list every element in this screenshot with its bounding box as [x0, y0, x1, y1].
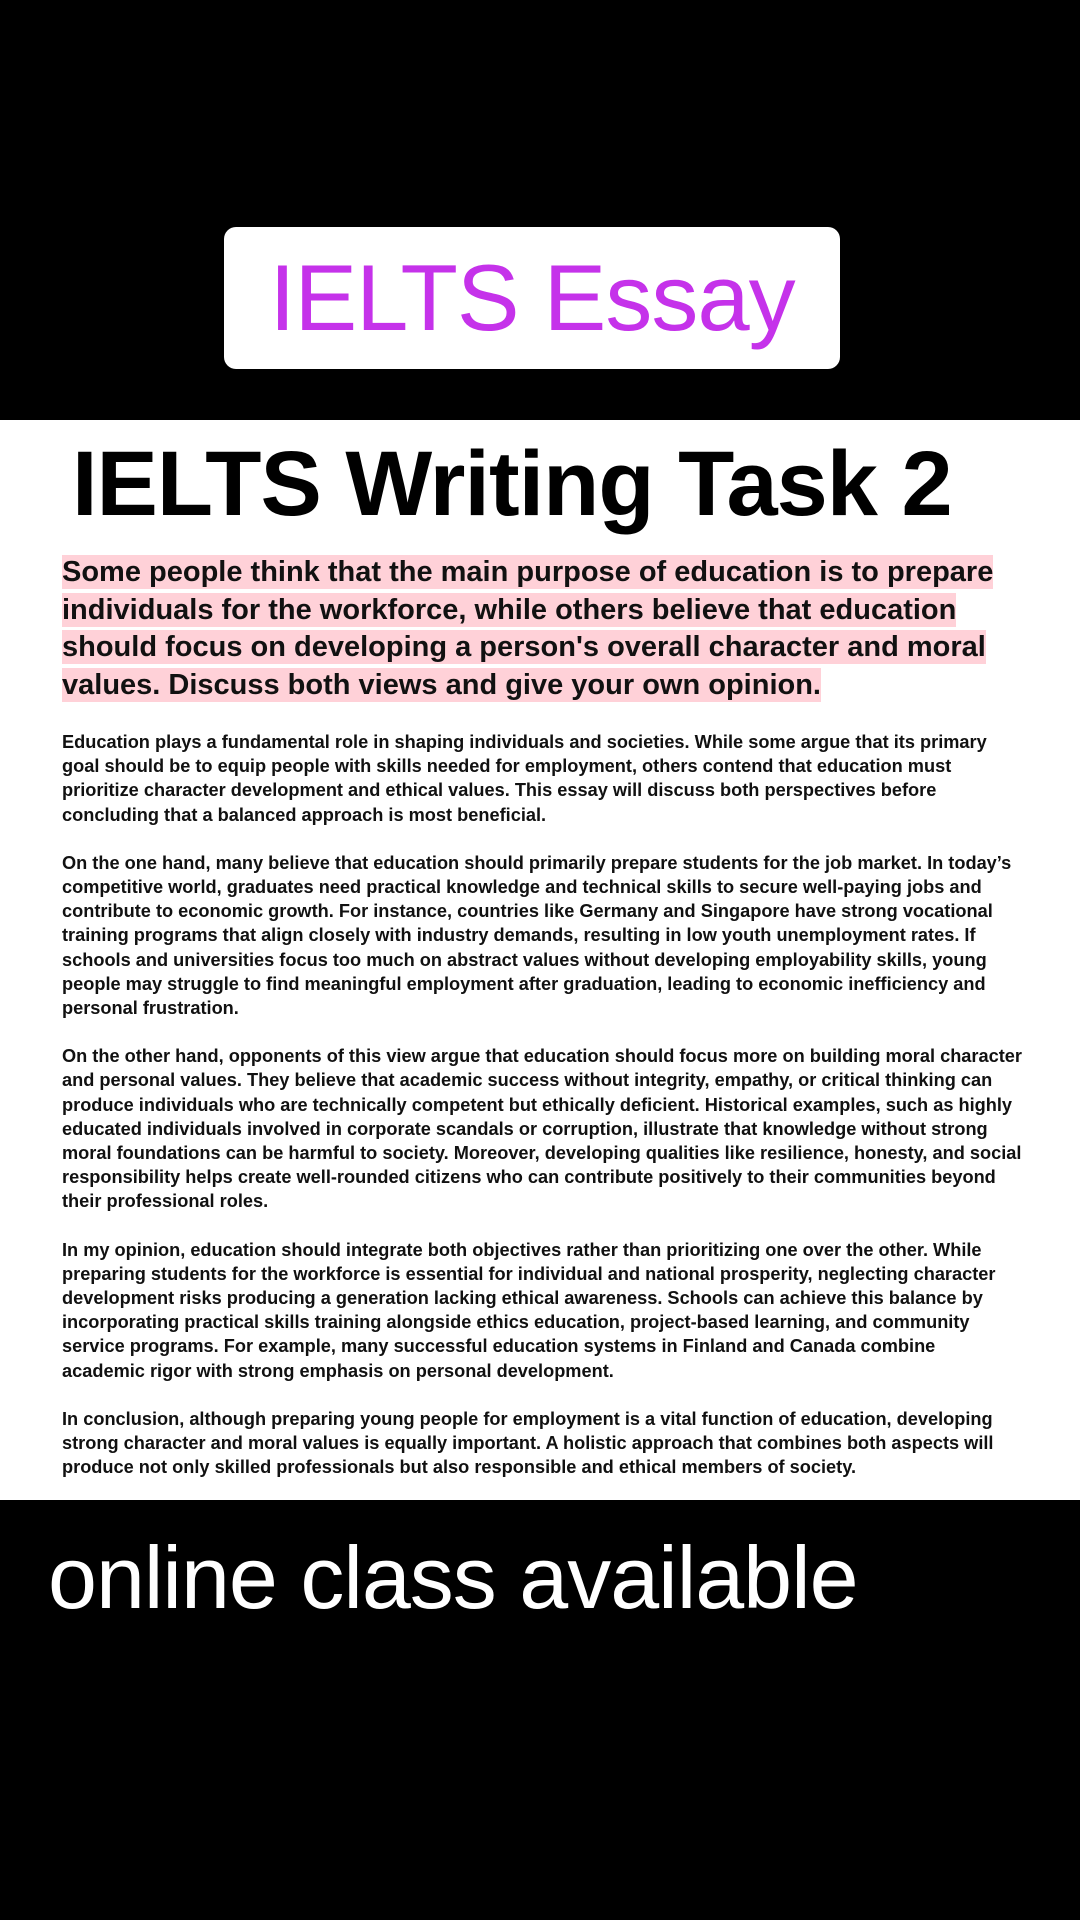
title-card: [224, 227, 840, 369]
essay-body: [62, 730, 1022, 1503]
page-title: IELTS Writing Task 2: [72, 433, 952, 535]
bottom-black-band: [0, 1500, 1080, 1920]
essay-content-area: [0, 420, 1080, 1500]
top-black-band: [0, 0, 1080, 420]
essay-prompt-text: Some people think that the main purpose of education is to prepare individuals for the workforce, while others believe that education should focus on developing a person's overall character and moral values. Discuss both views and give your own opinion.: [62, 556, 994, 701]
online-class-caption: online class available: [48, 1528, 858, 1627]
essay-prompt: [62, 554, 1022, 704]
essay-paragraph-introduction: Education plays a fundamental role in shaping individuals and societies. While some argue that its primary goal should be to equip people with skills needed for employment, others contend that education must prioritize character development and ethical values. This essay will discuss both perspectives before concluding that a balanced approach is most beneficial.: [62, 732, 987, 825]
essay-paragraph-view-two: On the other hand, opponents of this view argue that education should focus more on building moral character and personal values. They believe that academic success without integrity, empathy, or critical thinking can produce individuals who are technically competent but ethically deficient. Historical examples, such as highly educated individuals involved in corporate scandals or corruption, illustrate that knowledge without strong moral foundations can be harmful to society. Moreover, developing qualities like resilience, honesty, and social responsibility helps create well-rounded citizens who can contribute positively to their communities beyond their professional roles.: [62, 1046, 1022, 1212]
essay-paragraph-view-one: On the one hand, many believe that education should primarily prepare students for the job market. In today’s competitive world, graduates need practical knowledge and technical skills to secure well-paying jobs and contribute to economic growth. For instance, countries like Germany and Singapore have strong vocational training programs that align closely with industry demands, resulting in low youth unemployment rates. If schools and universities focus too much on abstract values without developing employability skills, young people may struggle to find meaningful employment after graduation, leading to economic inefficiency and personal frustration.: [62, 852, 1012, 1019]
title-card-text: IELTS Essay: [269, 245, 795, 350]
essay-paragraph-opinion: In my opinion, education should integrate both objectives rather than prioritizing one over the other. While preparing students for the workforce is essential for individual and national prosperity, neglecting character development risks producing a generation lacking ethical awareness. Schools can achieve this balance by incorporating practical skills training alongside ethics education, project-based learning, and community service programs. For example, many successful education systems in Finland and Canada combine academic rigor with strong emphasis on personal development.: [62, 1239, 996, 1381]
essay-paragraph-conclusion: In conclusion, although preparing young people for employment is a vital function of education, developing strong character and moral values is equally important. A holistic approach that combines both aspects will produce not only skilled professionals but also responsible and ethical members of society.: [62, 1408, 994, 1478]
